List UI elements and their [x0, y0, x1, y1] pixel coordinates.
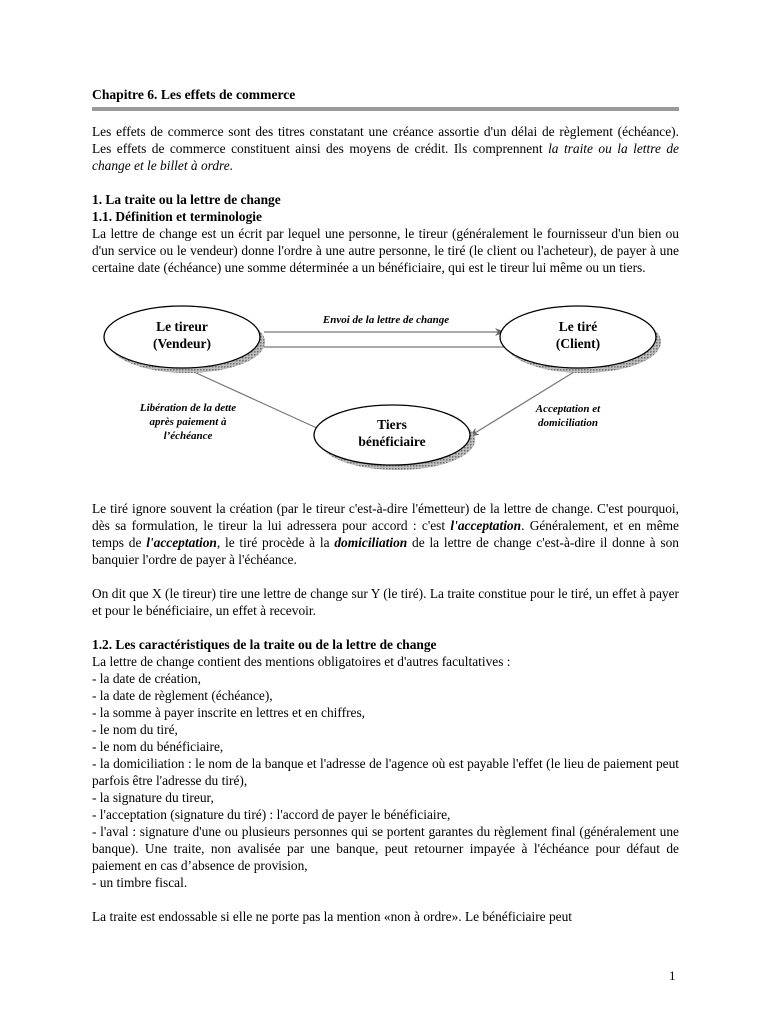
tireur-label: Le tireur — [156, 319, 208, 334]
tire-label: Le tiré — [558, 319, 598, 334]
section-1-2-intro: La lettre de change contient des mentions obligatoires et d'autres facultatives : — [92, 654, 511, 669]
list-item: - le nom du bénéficiaire, — [92, 739, 224, 754]
list-item: - la date de règlement (échéance), — [92, 688, 273, 703]
list-item: - la date de création, — [92, 671, 201, 686]
list-item: - la somme à payer inscrite en lettres et en chiffres, — [92, 705, 366, 720]
acceptation-text-3: , le tiré procède à la — [216, 535, 335, 550]
intro-paragraph — [92, 123, 679, 174]
list-item: - l'aval : signature d'une ou plusieurs personnes qui se portent garantes du règlement final (généralement une banque). Une traite, non avalisée par une banque, peut retourner impayée à l'échéance pour défaut de paiement en cas d’absence de provision, — [92, 824, 679, 873]
list-item: - l'acceptation (signature du tiré) : l'accord de payer le bénéficiaire, — [92, 807, 451, 822]
acceptation-label-line-2: domiciliation — [538, 417, 598, 429]
envoi-label: Envoi de la lettre de change — [322, 314, 450, 326]
list-item: - un timbre fiscal. — [92, 875, 188, 890]
list-item: - la signature du tireur, — [92, 790, 214, 805]
tire-node — [500, 306, 661, 373]
section-1-1-title: 1.1. Définition et terminologie — [92, 209, 262, 224]
list-item: - le nom du tiré, — [92, 722, 178, 737]
last-paragraph: La traite est endossable si elle ne porte pas la mention «non à ordre». Le bénéficiaire peut — [92, 909, 573, 924]
liberation-label-line-1: Libération de la dette — [139, 402, 237, 414]
tiers-sublabel: bénéficiaire — [358, 434, 426, 449]
section-1-2-title: 1.2. Les caractéristiques de la traite ou de la lettre de change — [92, 637, 437, 652]
liberation-label-line-3: l’échéance — [163, 430, 213, 442]
intro-italic: la traite ou la lettre de change et le billet à ordre. — [92, 141, 679, 173]
liberation-label-line-2: après paiement à — [149, 416, 227, 428]
document-page — [92, 86, 679, 925]
tire-sublabel: (Client) — [555, 336, 601, 351]
title-rule — [92, 107, 679, 111]
tireur-node — [104, 306, 265, 373]
section-1-title: 1. La traite ou la lettre de change — [92, 192, 281, 207]
acceptation-paragraph — [92, 500, 679, 568]
acceptation-term-2: l'acceptation — [146, 535, 217, 550]
intro-text: Les effets de commerce sont des titres constatant une créance assortie d'un délai de règlement (échéance). Les effets de commerce constituent ainsi des moyens de crédit. Ils comprennent — [92, 124, 679, 156]
acceptation-label-line-1: Acceptation et — [535, 403, 601, 415]
definition-paragraph: La lettre de change est un écrit par lequel une personne, le tireur (généralement le fournisseur d'un bien ou d'un service ou le vendeur) donne l'ordre à une autre personne, le tiré (le client ou l'acheteur), de payer à une certaine date (échéance) une somme déterminée a un bénéficiaire, qui est le tireur lui même ou un tiers. — [92, 226, 679, 275]
tiers-label: Tiers — [377, 417, 407, 432]
tiers-node — [314, 405, 475, 470]
tireur-sublabel: (Vendeur) — [152, 336, 212, 351]
xy-paragraph: On dit que X (le tireur) tire une lettre de change sur Y (le tiré). La traite constitue pour le tiré, un effet à payer et pour le bénéficiaire, un effet à recevoir. — [92, 586, 679, 618]
domiciliation-term: domiciliation — [334, 535, 408, 550]
list-item: - la domiciliation : le nom de la banque et l'adresse de l'agence où est payable l'effet (le lieu de paiement peut parfois être l'adresse du tiré), — [92, 756, 679, 788]
chapter-title: Chapitre 6. Les effets de commerce — [92, 87, 296, 102]
mentions-list — [92, 670, 679, 891]
lettre-de-change-diagram — [92, 300, 692, 475]
acceptation-text-4: de la lettre de change c'est-à-dire il donne à son banquier l'ordre de payer à l'échéance. — [92, 535, 679, 567]
acceptation-text-2: . Généralement, et en même temps de — [92, 518, 679, 550]
acceptation-text-1: Le tiré ignore souvent la création (par le tireur c'est-à-dire l'émetteur) de la lettre de change. C'est pourquoi, dès sa formulation, le tireur la lui adressera pour accord : c'est — [92, 501, 679, 533]
page-number: 1 — [669, 968, 676, 983]
acceptation-term-1: l'acceptation — [450, 518, 522, 533]
